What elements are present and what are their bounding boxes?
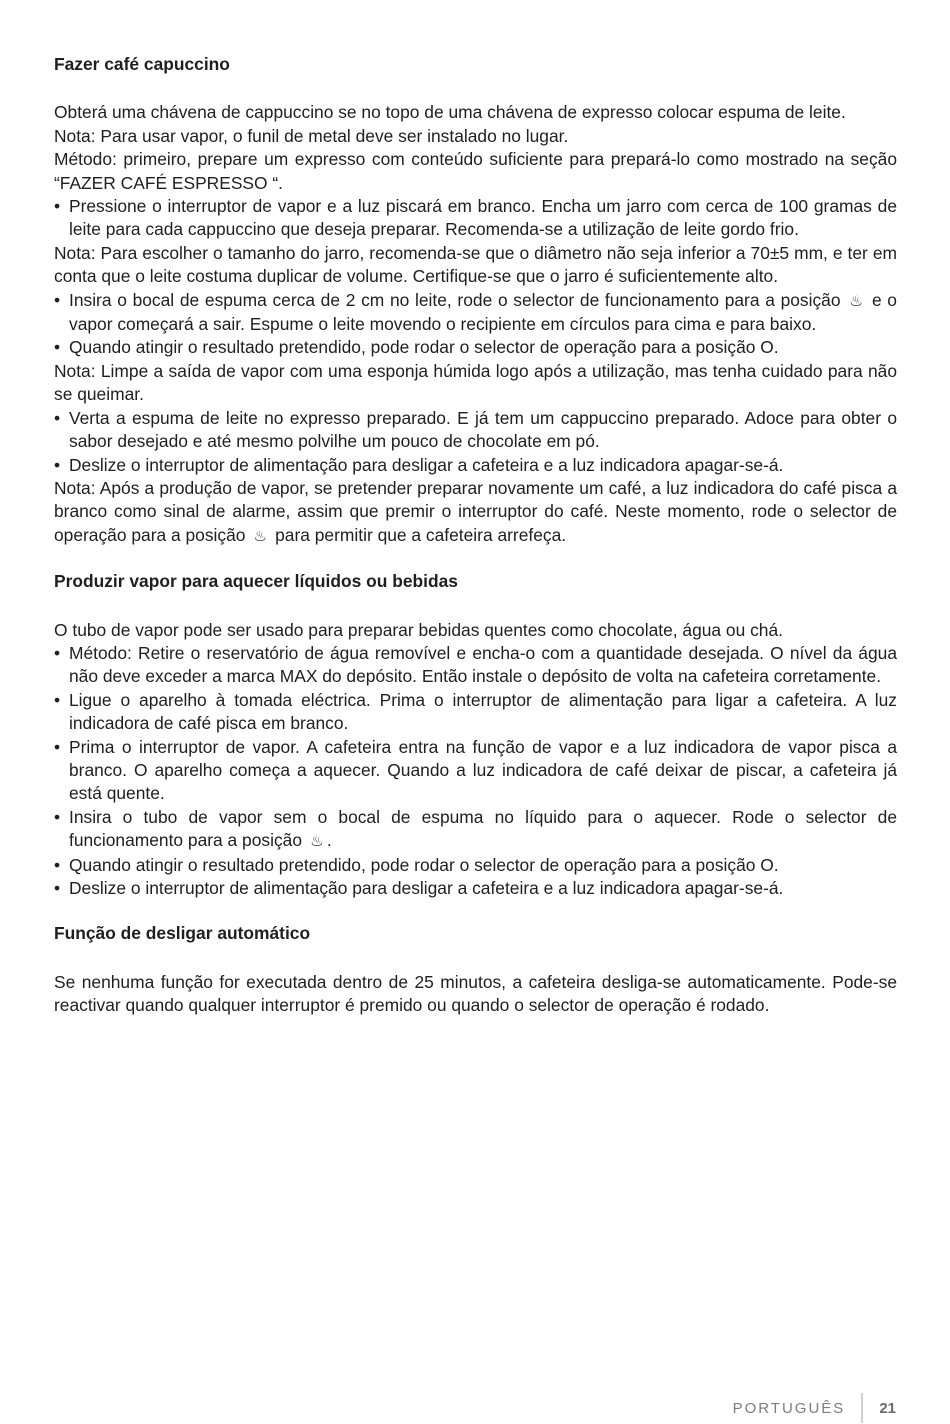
list-item-text: Método: Retire o reservatório de água removível e encha-o com a quantidade desejada. O nível da água não deve exceder a marca MAX do depósito. Então instale o depósito de volta na cafeteira corretamente. <box>69 642 897 687</box>
list-item-text: Verta a espuma de leite no expresso preparado. E já tem um cappuccino preparado. Adoce para obter o sabor desejado e até mesmo polvilhe um pouco de chocolate em pó. <box>69 407 897 452</box>
footer-language: PORTUGUÊS <box>732 1399 846 1417</box>
note-text: Nota: Após a produção de vapor, se pretender preparar novamente um café, a luz indicadora do café pisca a branco como sinal de alarme, assim que premir o interruptor do café. Neste momento, rode o selector de operação para a posição <box>54 477 897 545</box>
list-item <box>54 195 897 242</box>
section-heading-cappuccino: Fazer café capuccino <box>54 54 230 74</box>
list-item <box>54 407 897 454</box>
list-item <box>54 642 897 689</box>
bullet-icon: • <box>54 854 61 875</box>
paragraph: Obterá uma chávena de cappuccino se no topo de uma chávena de expresso colocar espuma de leite. <box>54 102 846 123</box>
list-item-text: e o vapor começará a sair. Espume o leite movendo o recipiente em círculos para cima e para baixo. <box>69 289 897 335</box>
bullet-icon: • <box>54 289 61 310</box>
list-item <box>54 289 897 337</box>
method-paragraph: Método: primeiro, prepare um expresso com conteúdo suficiente para prepará-lo como mostrado na seção “FAZER CAFÉ ESPRESSO “. <box>54 149 897 193</box>
list-item-text: Insira o bocal de espuma cerca de 2 cm no leite, rode o selector de funcionamento para a posição <box>69 289 841 310</box>
list-item <box>54 854 897 877</box>
steam-icon: ♨ <box>310 833 324 851</box>
list-item-text: Quando atingir o resultado pretendido, pode rodar o selector de operação para a posição O. <box>69 854 779 875</box>
bullet-icon: • <box>54 736 61 757</box>
list-item <box>54 454 897 477</box>
list-item-text: Ligue o aparelho à tomada eléctrica. Prima o interruptor de alimentação para ligar a cafeteira. A luz indicadora de café pisca em branco. <box>69 689 897 734</box>
bullet-icon: • <box>54 642 61 663</box>
list-item <box>54 806 897 854</box>
note-text: para permitir que a cafeteira arrefeça. <box>275 524 567 545</box>
bullet-icon: • <box>54 407 61 428</box>
bullet-icon: • <box>54 689 61 710</box>
note-paragraph: Nota: Para escolher o tamanho do jarro, recomenda-se que o diâmetro não seja inferior a 70±5 mm, e ter em conta que o leite costuma duplicar de volume. Certifique-se que o jarro é suficientemente alto. <box>54 242 897 287</box>
note-paragraph: Nota: Para usar vapor, o funil de metal deve ser instalado no lugar. <box>54 125 569 146</box>
list-item-text: Deslize o interruptor de alimentação para desligar a cafeteira e a luz indicadora apagar-se-á. <box>69 878 784 898</box>
list-item <box>54 336 897 359</box>
page-footer <box>733 1393 896 1423</box>
list-item <box>54 689 897 736</box>
list-item-text: Deslize o interruptor de alimentação para desligar a cafeteira e a luz indicadora apagar-se-á. <box>69 454 784 475</box>
paragraph: O tubo de vapor pode ser usado para preparar bebidas quentes como chocolate, água ou chá. <box>54 619 783 640</box>
steam-icon: ♨ <box>849 292 863 310</box>
section-heading-steam: Produzir vapor para aquecer líquidos ou bebidas <box>54 571 458 592</box>
list-item-text: Pressione o interruptor de vapor e a luz piscará em branco. Encha um jarro com cerca de 100 gramas de leite para cada cappuccino que deseja preparar. Recomenda-se a utilização de leite gordo frio. <box>69 196 897 240</box>
page-number: 21 <box>879 1399 896 1417</box>
list-item-text: Prima o interruptor de vapor. A cafeteira entra na função de vapor e a luz indicadora de vapor pisca a branco. O aparelho começa a aquecer. Quando a luz indicadora de café deixar de piscar, a cafeteira já está quente. <box>69 736 897 804</box>
footer-divider <box>861 1393 863 1423</box>
document-page <box>54 53 897 1018</box>
steam-icon: ♨ <box>253 527 267 545</box>
list-item <box>54 736 897 806</box>
list-item-text: Quando atingir o resultado pretendido, pode rodar o selector de operação para a posição O. <box>69 337 779 358</box>
list-item-text: . <box>326 830 332 851</box>
bullet-icon: • <box>54 454 61 475</box>
section-heading-auto-off: Função de desligar automático <box>54 923 311 944</box>
bullet-icon: • <box>54 806 61 827</box>
list-item-text: Insira o tubo de vapor sem o bocal de espuma no líquido para o aquecer. Rode o selector de funcionamento para a posição <box>69 806 897 851</box>
bullet-icon: • <box>54 337 61 358</box>
note-paragraph <box>54 477 897 548</box>
bullet-icon: • <box>54 196 61 217</box>
bullet-icon: • <box>54 878 61 898</box>
paragraph: Se nenhuma função for executada dentro de 25 minutos, a cafeteira desliga-se automaticamente. Pode-se reactivar quando qualquer interruptor é premido ou quando o selector de operação é rodado. <box>54 971 897 1016</box>
list-item <box>54 877 897 900</box>
note-paragraph: Nota: Limpe a saída de vapor com uma esponja húmida logo após a utilização, mas tenha cuidado para não se queimar. <box>54 360 897 405</box>
